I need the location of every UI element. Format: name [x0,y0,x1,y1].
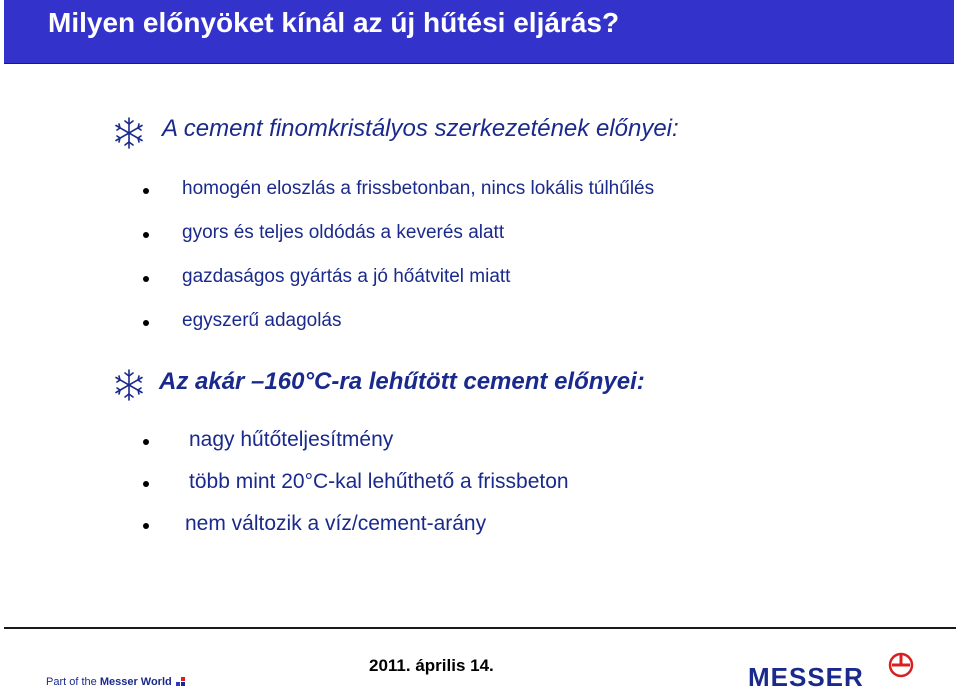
title-bar [4,0,954,64]
snowflake-icon [112,368,146,402]
section2-heading: Az akár –160°C-ra lehűtött cement előnyei: [159,368,645,395]
messer-logo-icon [888,652,914,678]
bullet-icon [143,276,149,282]
bullet-icon [143,481,149,487]
footer-divider [4,627,956,629]
bullet-icon [143,232,149,238]
bullet-icon [143,523,149,529]
footer-tagline: Part of the Messer World [46,676,188,688]
snowflake-icon [112,116,146,150]
bullet-icon [143,188,149,194]
slide-date: 2011. április 14. [369,656,494,675]
bullet-icon [143,320,149,326]
section1-heading: A cement finomkristályos szerkezetének előnyei: [162,115,679,142]
messer-logo-text: MESSER [748,662,864,692]
messer-dots-icon [176,677,188,686]
bullet-icon [143,439,149,445]
slide-title: Milyen előnyöket kínál az új hűtési eljárás? [48,7,620,38]
